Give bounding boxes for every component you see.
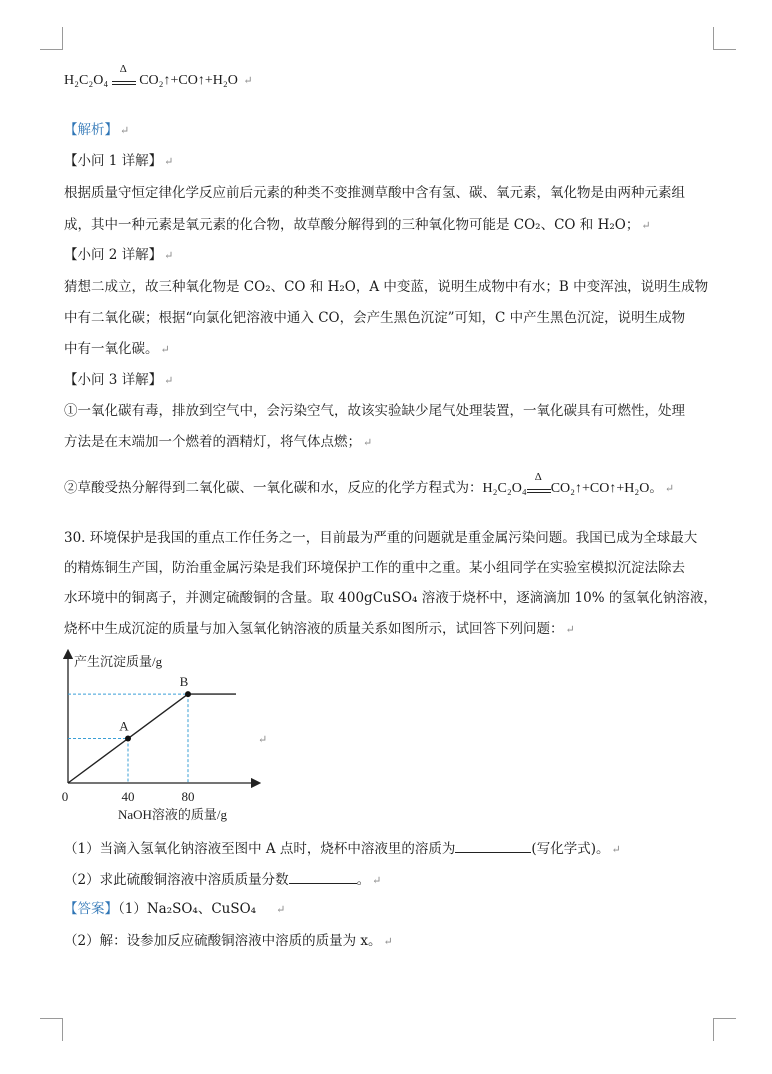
paragraph-mark: ↵ bbox=[120, 124, 130, 137]
q3-line-2-text: 方法是在末端加一个燃着的酒精灯，将气体点燃； bbox=[64, 434, 361, 450]
analysis-header bbox=[64, 120, 129, 141]
q1-line-2 bbox=[64, 215, 651, 236]
q2-line-1: 猜想二成立，故三种氧化物是 CO₂、CO 和 H₂O，A 中变蓝，说明生成物中有水；B 中变浑浊，说明生成物 bbox=[64, 279, 709, 295]
sub-question-2-suffix: 。 bbox=[356, 872, 371, 888]
answer-line bbox=[64, 899, 285, 920]
point-B bbox=[185, 691, 191, 697]
q1-line-1: 根据质量守恒定律化学反应前后元素的种类不变推测草酸中含有氢、碳、氧元素，氧化物是由两种元素组 bbox=[64, 185, 685, 201]
x-tick-label: 80 bbox=[181, 789, 195, 804]
paragraph-mark: ↵ bbox=[641, 219, 651, 232]
q3-line-2 bbox=[64, 432, 372, 453]
q30-line-4 bbox=[64, 619, 575, 640]
paragraph-mark: ↵ bbox=[383, 935, 393, 948]
sub-question-1-suffix: (写化学式)。 bbox=[531, 841, 610, 857]
paragraph-mark: ↵ bbox=[164, 155, 174, 168]
paragraph-mark: ↵ bbox=[372, 874, 382, 887]
q2-line-3-text: 中有一氧化碳。 bbox=[64, 341, 159, 357]
x-tick-label: 0 bbox=[61, 789, 69, 804]
equation-rhs: CO₂↑+CO↑+H₂O bbox=[139, 73, 238, 88]
paragraph-mark: ↵ bbox=[258, 733, 268, 746]
q1-line-2-text: 成，其中一种元素是氧元素的化合物，故草酸分解得到的三种氧化物可能是 CO₂、CO 和 H₂O； bbox=[64, 217, 640, 233]
precipitate-chart bbox=[58, 648, 278, 826]
paragraph-mark: ↵ bbox=[243, 75, 253, 87]
solution-text: （2）解：设参加反应硫酸铜溶液中溶质的质量为 x。 bbox=[64, 933, 382, 949]
paragraph-mark: ↵ bbox=[164, 374, 174, 387]
period: 。 bbox=[649, 480, 663, 496]
analysis-header-text: 【解析】 bbox=[64, 122, 118, 138]
solution-line bbox=[64, 931, 393, 952]
q3-header-text: 【小问 3 详解】 bbox=[64, 372, 163, 388]
paragraph-mark: ↵ bbox=[164, 249, 174, 262]
q30-line-2: 的精炼铜生产国，防治重金属污染是我们环境保护工作的重中之重。某小组同学在实验室模拟沉淀法除去 bbox=[64, 560, 685, 576]
y-axis-label: 产生沉淀质量/g bbox=[74, 654, 163, 669]
sub-question-2 bbox=[64, 869, 381, 891]
q2-header bbox=[64, 245, 173, 266]
delta-sign: Δ bbox=[534, 471, 542, 483]
corner-mark-bottom-left bbox=[40, 1018, 63, 1041]
q30-line-1: 30. 环境保护是我国的重点工作任务之一，目前最为严重的问题就是重金属污染问题。我国已成为全球最大 bbox=[64, 530, 698, 546]
heat-condition bbox=[112, 63, 136, 91]
equation-rhs: CO₂↑+CO↑+H₂O bbox=[550, 481, 650, 496]
q1-header bbox=[64, 151, 173, 172]
x-tick-label: 40 bbox=[121, 789, 135, 804]
paragraph-mark: ↵ bbox=[363, 436, 373, 449]
q3-line-1: ①一氧化碳有毒，排放到空气中，会污染空气，故该实验缺少尾气处理装置，一氧化碳具有可燃性，处理 bbox=[64, 403, 685, 419]
paragraph-mark: ↵ bbox=[160, 343, 170, 356]
q2-line-3 bbox=[64, 339, 170, 360]
q2-line-2: 中有二氧化碳；根据“向氯化钯溶液中通入 CO，会产生黑色沉淀”可知，C 中产生黑色沉淀，说明生成物 bbox=[64, 310, 686, 326]
paragraph-mark: ↵ bbox=[276, 903, 286, 916]
paragraph-mark: ↵ bbox=[664, 482, 675, 495]
answer-blank-1[interactable] bbox=[455, 838, 531, 853]
sub-question-1 bbox=[64, 838, 621, 860]
q3-line-3-text: ②草酸受热分解得到二氧化碳、一氧化碳和水，反应的化学方程式为： bbox=[64, 480, 483, 496]
corner-mark-bottom-right bbox=[713, 1018, 736, 1041]
paragraph-mark: ↵ bbox=[611, 843, 621, 856]
answer-text: （1）Na₂SO₄、CuSO₄ bbox=[118, 901, 257, 917]
point-label-A: A bbox=[119, 718, 129, 734]
point-label-B: B bbox=[179, 674, 189, 690]
sub-question-1-text: （1）当滴入氢氧化钠溶液至图中 A 点时，烧杯中溶液里的溶质为 bbox=[64, 841, 456, 857]
heat-condition bbox=[527, 471, 551, 499]
q3-header bbox=[64, 370, 173, 391]
point-A bbox=[125, 736, 131, 742]
q1-header-text: 【小问 1 详解】 bbox=[64, 153, 163, 169]
equation-top bbox=[64, 63, 253, 91]
paragraph-mark: ↵ bbox=[565, 623, 575, 636]
corner-mark-top-right bbox=[713, 27, 736, 50]
answer-blank-2[interactable] bbox=[289, 869, 357, 884]
q30-line-3: 水环境中的铜离子，并测定硫酸铜的含量。取 400gCuSO₄ 溶液于烧杯中，逐滴滴加 10% 的氢氧化钠溶液， bbox=[64, 590, 717, 606]
x-axis-label: NaOH溶液的质量/g bbox=[118, 807, 228, 822]
answer-label: 【答案】 bbox=[64, 901, 118, 917]
delta-sign: Δ bbox=[119, 63, 127, 75]
q30-line-4-text: 烧杯中生成沉淀的质量与加入氢氧化钠溶液的质量关系如图所示，试回答下列问题： bbox=[64, 621, 564, 637]
corner-mark-top-left bbox=[40, 27, 63, 50]
q2-header-text: 【小问 2 详解】 bbox=[64, 247, 163, 263]
equation-lhs: H₂C₂O₄ bbox=[64, 73, 109, 88]
q3-line-3 bbox=[64, 471, 675, 499]
equation-lhs: H₂C₂O₄ bbox=[482, 481, 527, 496]
sub-question-2-text: （2）求此硫酸铜溶液中溶质质量分数 bbox=[64, 872, 289, 888]
